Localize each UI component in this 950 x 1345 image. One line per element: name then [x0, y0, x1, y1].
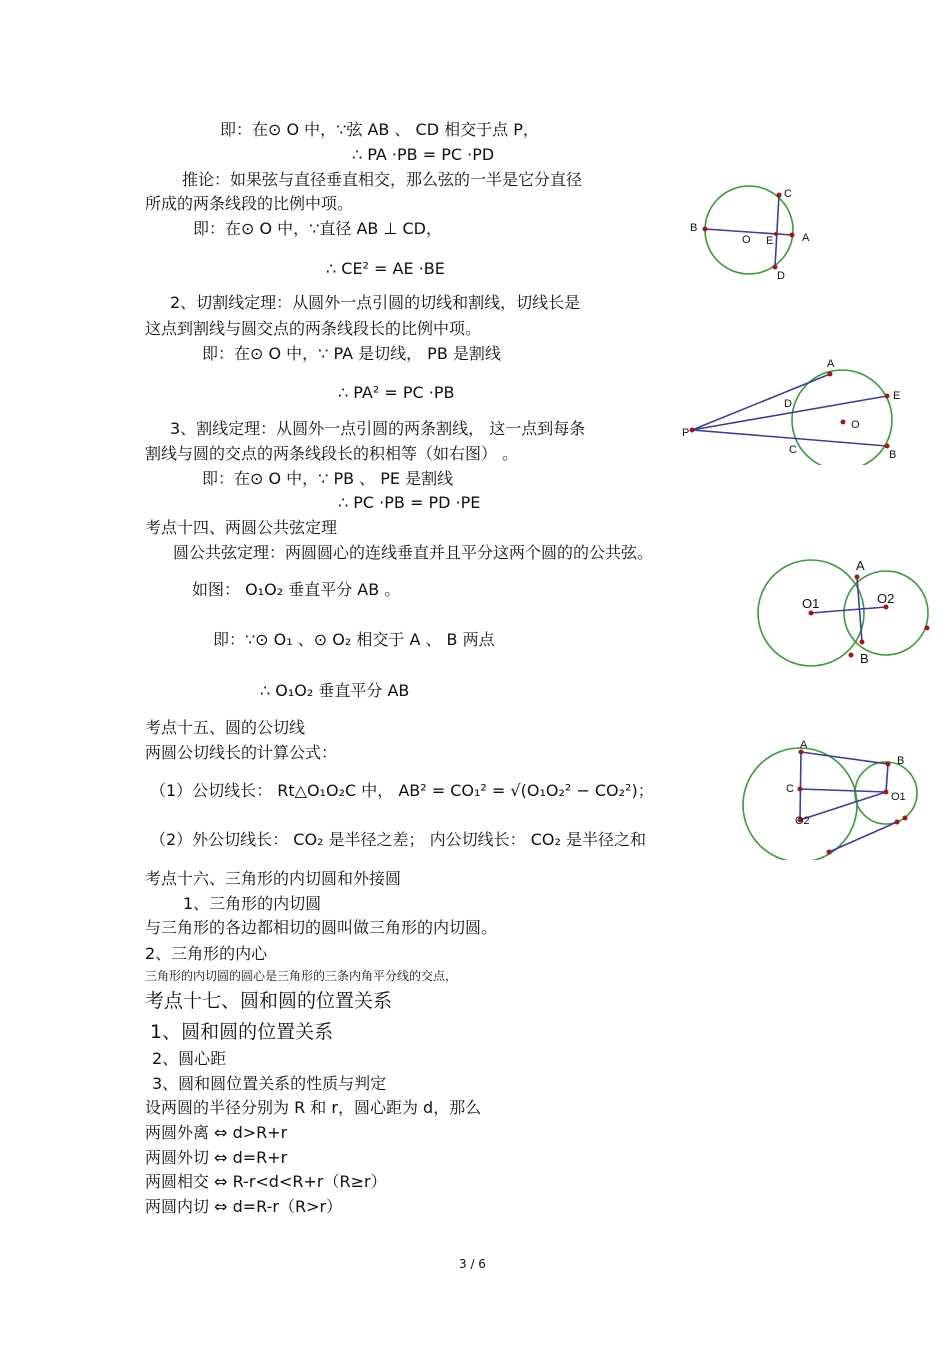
label-b: B	[860, 651, 869, 666]
text-line: 1、三角形的内切圆	[183, 894, 322, 913]
label-a: A	[856, 558, 865, 573]
label-b: B	[889, 449, 897, 461]
line-o1o2	[811, 607, 886, 613]
label-c: C	[786, 783, 794, 795]
segment-pa	[692, 374, 830, 430]
tangent-ab	[801, 752, 888, 764]
point-edge	[925, 626, 930, 631]
label-d: D	[777, 270, 785, 282]
segment-ao2	[800, 752, 801, 820]
segment-co1	[800, 789, 886, 792]
text-line: 即：∵⊙ O₁ 、⊙ O₂ 相交于 A 、 B 两点	[213, 630, 495, 649]
label-b: B	[690, 222, 698, 234]
point-edge	[849, 653, 854, 658]
text-line: ∴ PA² = PC ·PB	[338, 383, 455, 402]
point-c	[777, 193, 782, 198]
subheading: 3、圆和圆位置关系的性质与判定	[152, 1074, 387, 1093]
point-tangent	[903, 816, 908, 821]
label-e: E	[893, 390, 901, 402]
text-line: 设两圆的半径分别为 R 和 r，圆心距为 d，那么	[145, 1098, 482, 1117]
figure-secants	[675, 355, 915, 465]
text-line: 即：在⊙ O 中，∵ PA 是切线， PB 是割线	[202, 344, 501, 363]
text-line: 两圆外切 ⇔ d=R+r	[145, 1148, 288, 1167]
label-c: C	[789, 444, 797, 456]
text-line: （2）外公切线长： CO₂ 是半径之差； 内公切线长： CO₂ 是半径之和	[150, 830, 646, 849]
text-line: 如图： O₁O₂ 垂直平分 AB 。	[192, 580, 401, 599]
text-line: 与三角形的各边都相切的圆叫做三角形的内切圆。	[145, 918, 498, 937]
text-line: 两圆相交 ⇔ R-r<d<R+r（R≥r）	[145, 1172, 387, 1191]
segment-bo1	[886, 764, 888, 792]
subheading: 2、圆心距	[152, 1049, 227, 1068]
segment-o2o1	[800, 792, 886, 820]
point-o1	[884, 790, 889, 795]
section-heading: 考点十七、圆和圆的位置关系	[145, 990, 393, 1012]
point-o	[841, 420, 846, 425]
label-a: A	[827, 358, 835, 370]
label-c: C	[784, 188, 792, 200]
point-c	[798, 787, 803, 792]
text-line: 两圆外离 ⇔ d>R+r	[145, 1123, 288, 1142]
text-line: 三角形的内切圆的圆心是三角形的三条内角平分线的交点，	[145, 969, 458, 983]
point-e	[774, 232, 778, 236]
point-a	[855, 575, 860, 580]
text-line: 即：在⊙ O 中，∵弦 AB 、 CD 相交于点 P，	[220, 120, 539, 139]
point-o1	[809, 611, 814, 616]
point-d	[773, 265, 778, 270]
label-o2: O2	[877, 591, 895, 606]
text-line: 所成的两条线段的比例中项。	[145, 194, 354, 213]
point-a	[790, 233, 795, 238]
text-line: 两圆内切 ⇔ d=R-r（R>r）	[145, 1197, 343, 1216]
circle-o	[792, 370, 892, 465]
point-b	[886, 762, 891, 767]
label-a: A	[800, 739, 808, 751]
text-line: ∴ CE² = AE ·BE	[326, 259, 445, 278]
page-number: 3 / 6	[459, 1257, 486, 1271]
section-heading: 考点十五、圆的公切线	[145, 718, 306, 737]
point-b	[703, 227, 708, 232]
text-line: ∴ O₁O₂ 垂直平分 AB	[260, 681, 410, 700]
text-line: 这点到割线与圆交点的两条线段长的比例中项。	[145, 319, 482, 338]
label-o: O	[742, 234, 751, 246]
subheading: 1、圆和圆的位置关系	[150, 1021, 334, 1043]
label-a: A	[802, 232, 810, 244]
text-line: 2、切割线定理：从圆外一点引圆的切线和割线，切线长是	[170, 293, 581, 312]
text-line: ∴ PC ·PB = PD ·PE	[338, 493, 481, 512]
text-line: 即：在⊙ O 中，∵ PB 、 PE 是割线	[202, 469, 454, 488]
section-heading: 考点十四、两圆公共弦定理	[145, 518, 338, 537]
figure-diameter-chord	[680, 180, 820, 285]
figure-common-tangent	[738, 735, 928, 860]
point-b	[860, 640, 865, 645]
tangent-lower	[829, 822, 897, 852]
formula-line: （1）公切线长： Rt△O₁O₂C 中， AB² = CO₁² = √(O₁O₂² − CO₂²)；	[150, 781, 654, 800]
circle-o2	[844, 571, 928, 655]
point-a	[828, 372, 833, 377]
point-p	[690, 428, 695, 433]
text-line: 圆公共弦定理：两圆圆心的连线垂直并且平分这两个圆的的公共弦。	[173, 543, 654, 562]
text-line: 即：在⊙ O 中，∵直径 AB ⊥ CD，	[193, 219, 442, 238]
figure-common-chord	[750, 555, 940, 670]
label-b: B	[897, 755, 905, 767]
label-o1: O1	[802, 596, 820, 611]
chord-cd	[775, 195, 779, 267]
text-line: 两圆公切线长的计算公式：	[145, 743, 338, 762]
point-e	[885, 394, 890, 399]
point-tangent	[827, 850, 832, 855]
text-line: ∴ PA ·PB = PC ·PD	[352, 145, 495, 164]
point-b	[885, 444, 890, 449]
label-o2: O2	[795, 815, 810, 827]
text-line: 割线与圆的交点的两条线段长的积相等（如右图） 。	[145, 444, 519, 463]
text-line: 推论：如果弦与直径垂直相交，那么弦的一半是它分直径	[182, 170, 583, 189]
label-d: D	[784, 398, 792, 410]
text-line: 3、割线定理：从圆外一点引圆的两条割线， 这一点到每条	[170, 419, 586, 438]
label-o: O	[851, 419, 860, 431]
label-p: P	[682, 427, 690, 439]
label-e: E	[766, 235, 774, 247]
label-o1: O1	[891, 791, 906, 803]
point-tangent	[895, 820, 900, 825]
text-line: 2、三角形的内心	[145, 944, 268, 963]
section-heading: 考点十六、三角形的内切圆和外接圆	[145, 869, 402, 888]
